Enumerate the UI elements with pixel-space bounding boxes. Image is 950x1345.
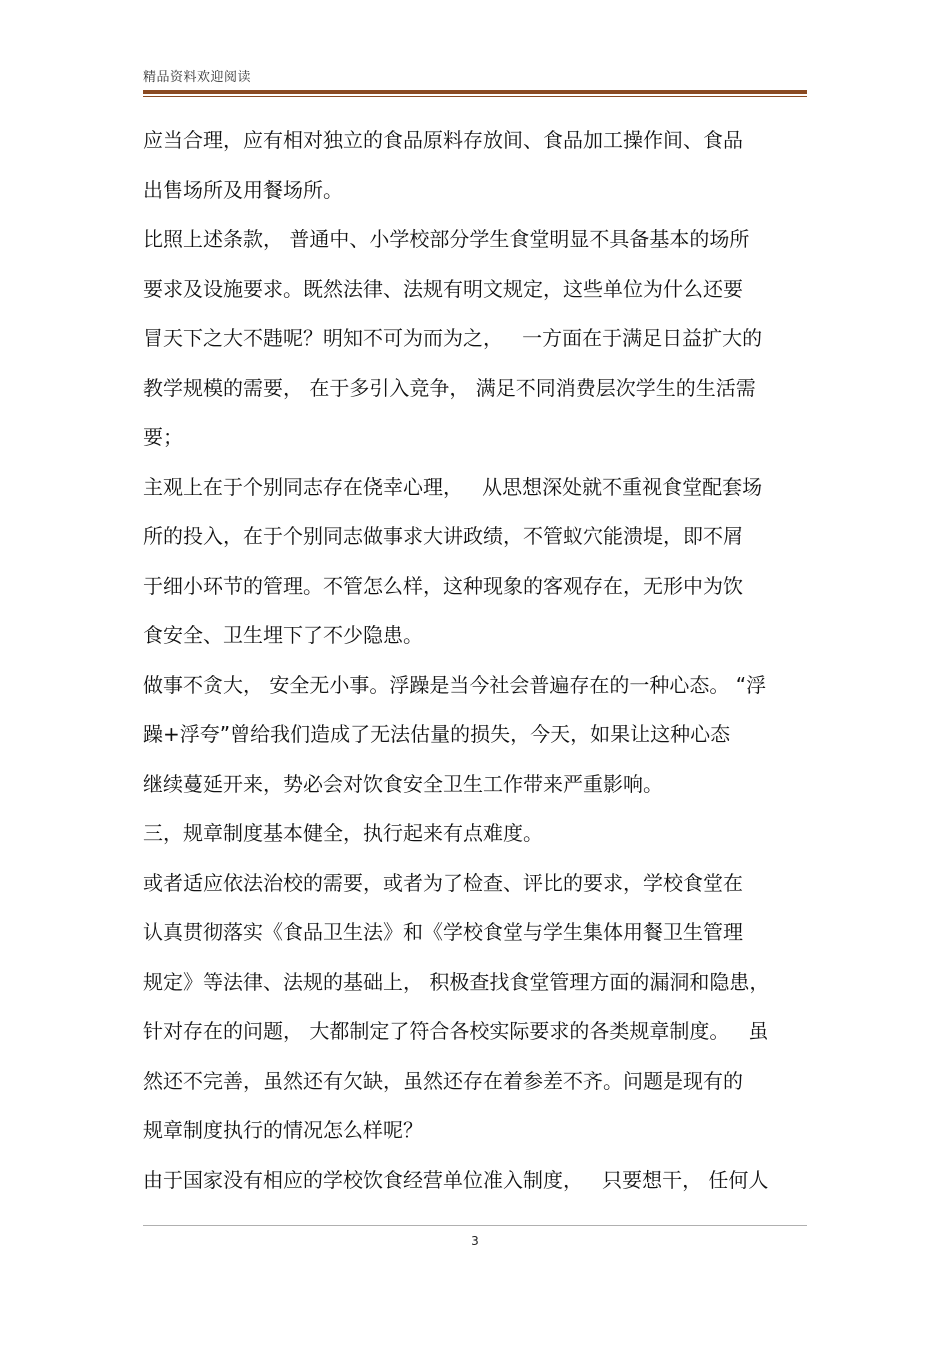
text-line: 冒天下之大不韪呢？明知不可为而为之， 一方面在于满足日益扩大的: [143, 326, 763, 350]
text-line: 于细小环节的管理。不管怎么样，这种现象的客观存在，无形中为饮: [143, 573, 743, 598]
text-line: 出售场所及用餐场所。: [143, 177, 343, 202]
text-line: 食安全、卫生埋下了不少隐患。: [143, 623, 423, 647]
text-line: 然还不完善，虽然还有欠缺，虽然还存在着参差不齐。问题是现有的: [143, 1068, 743, 1093]
section-heading: 三，规章制度基本健全，执行起来有点难度。: [143, 821, 543, 845]
text-line: 继续蔓延开来，势必会对饮食安全卫生工作带来严重影响。: [143, 771, 663, 796]
text-line: 针对存在的问题， 大都制定了符合各校实际要求的各类规章制度。 虽: [143, 1019, 769, 1043]
text-line: 应当合理，应有相对独立的食品原料存放间、食品加工操作间、食品: [143, 128, 743, 152]
text-line: 主观上在于个别同志存在侥幸心理， 从思想深处就不重视食堂配套场: [143, 474, 763, 499]
header-rule: [143, 90, 807, 94]
text-line: 规定》等法律、法规的基础上， 积极查找食堂管理方面的漏洞和隐患，: [143, 969, 770, 994]
text-line: 要求及设施要求。既然法律、法规有明文规定，这些单位为什么还要: [143, 276, 743, 301]
header-text: 精品资料欢迎阅读: [143, 70, 252, 85]
text-line: 比照上述条款， 普通中、小学校部分学生食堂明显不具备基本的场所: [143, 227, 750, 251]
header-rule-thin: [143, 96, 807, 97]
text-line: 规章制度执行的情况怎么样呢？: [143, 1118, 423, 1142]
page-number: 3: [471, 1234, 479, 1248]
text-line: 所的投入，在于个别同志做事求大讲政绩，不管蚁穴能溃堤，即不屑: [143, 524, 743, 548]
footer-rule: [143, 1225, 807, 1226]
text-line: 躁+浮夸”曾给我们造成了无法估量的损失，今天，如果让这种心态: [143, 722, 731, 746]
text-line: 教学规模的需要， 在于多引入竞争， 满足不同消费层次学生的生活需: [143, 375, 756, 400]
body-text: [143, 120, 807, 1209]
text-line: 或者适应依法治校的需要，或者为了检查、评比的要求，学校食堂在: [143, 870, 743, 895]
text-line: 要；: [143, 425, 183, 449]
text-line: 认真贯彻落实《食品卫生法》和《学校食堂与学生集体用餐卫生管理: [143, 920, 743, 944]
text-line: 由于国家没有相应的学校饮食经营单位准入制度， 只要想干， 任何人: [143, 1167, 769, 1192]
text-line: 做事不贪大， 安全无小事。浮躁是当今社会普遍存在的一种心态。 “浮: [143, 672, 767, 697]
